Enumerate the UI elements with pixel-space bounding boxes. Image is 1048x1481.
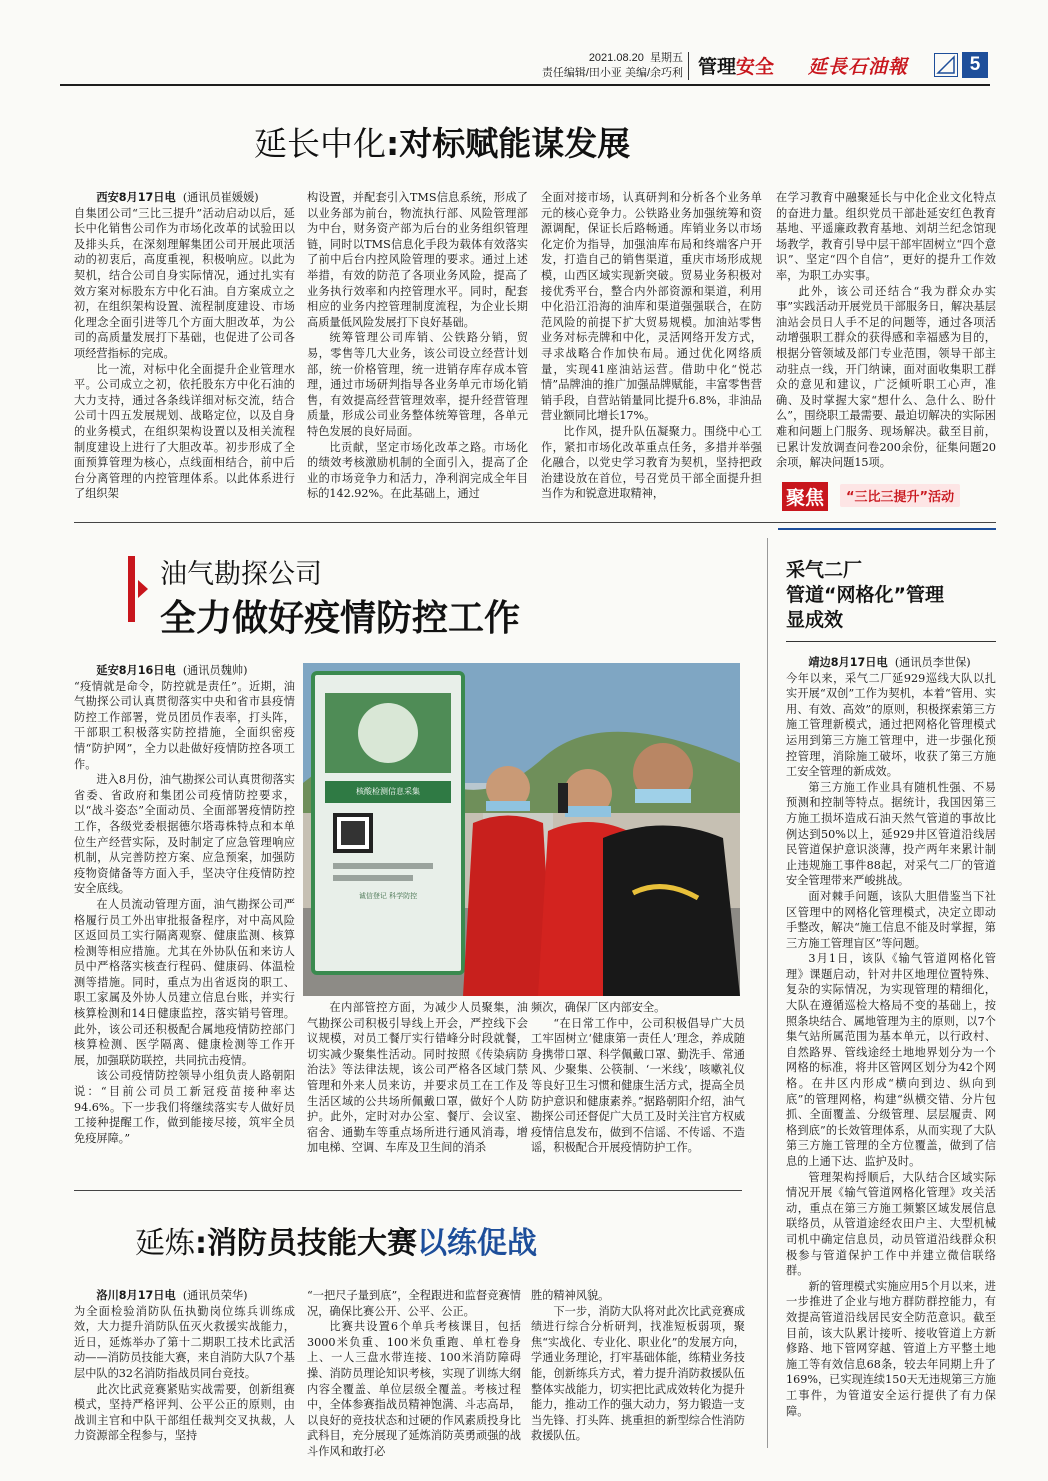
article3-title-c: 显成效 bbox=[786, 609, 844, 631]
news-photo bbox=[303, 663, 740, 996]
section-divider-1 bbox=[74, 522, 996, 523]
article1-reporter: (通讯员崔媛媛) bbox=[182, 191, 259, 204]
article1-para: 比作风，提升队伍凝聚力。围绕中心工作，紧扣市场化改革重点任务，多措并举强化融合，以党史学习教育为契机，坚持把政治建设放在首位，号召党员干部全面提升担当作为和锐意进取精神， bbox=[541, 424, 762, 501]
photo-scene-illustration bbox=[303, 663, 740, 996]
section-divider-2 bbox=[74, 1190, 742, 1191]
header-date-block bbox=[505, 51, 683, 81]
article2-reporter: (通讯员魏帅) bbox=[182, 664, 248, 677]
article1-column-1 bbox=[74, 190, 295, 514]
header-rule bbox=[60, 84, 990, 86]
article2-para: 进入8月份，油气勘探公司认真贯彻落实省委、省政府和集团公司疫情防控要求，以“战斗姿态”全面动员、全面部署疫情防控工作，各级党委根据德尔塔毒株特点和本单位生产经营实际，及时制定了应急管理响应机制，从完善防控方案、应急预案，加强防疫物资储备等方面入手，坚决守住疫情防控安全底线。 bbox=[74, 773, 295, 896]
article2-para: 该公司疫情防控领导小组负责人路朝阳说：“目前公司员工新冠疫苗接种率达94.6%。下一步我们将继续落实专人做好员工接种提醒工作，做到能接尽接，筑牢全员免疫屏障。” bbox=[74, 1069, 295, 1145]
article2-title-b: 全力做好疫情防控工作 bbox=[160, 598, 521, 639]
article1-para: 全面对接市场，认真研判和分析各个业务单元的核心竞争力。公铁路业务加强统筹和资源调配，保证长后路畅通。库销业务以市场化定价为指导，加强油库布局和终端客户开发，打造自己的销售渠道，重庆市场形成规模，山西区域实现新突破。贸易业务积极对接优秀平台，整合内外部资源和渠道，利用中化沿江沿海的油库和渠道强强联合，在防范风险的前提下扩大贸易规模。加油站零售业务对标壳牌和中化，灵活网络开发方式，寻求战略合作加快布局。通过优化网络质量，实现41座油站运营。借助中化“悦芯情”品牌油的推广加强品牌赋能，丰富零售营销手段，自营站销量同比提升6.8%，非油品营业额同比增长17%。 bbox=[541, 191, 762, 423]
article4-headline bbox=[135, 1218, 537, 1262]
article3-title-a: 采气二厂 bbox=[786, 559, 863, 581]
article4-column-3 bbox=[531, 1288, 745, 1448]
article4-title-c: 以练促战 bbox=[417, 1226, 537, 1261]
article4-para: “一把尺子量到底”，全程跟进和监督竞赛情况，确保比赛公开、公平、公正。 bbox=[307, 1289, 521, 1318]
article2-para: 频次，确保厂区内部安全。 bbox=[531, 1001, 666, 1014]
article4-title-b: 消防员技能大赛 bbox=[207, 1226, 417, 1261]
article4-column-1 bbox=[74, 1288, 295, 1448]
article3-para: 今年以来，采气二厂延929巡线大队以扎实开展“双创”工作为契机，本着“管用、实用、有效、高效”的原则，积极探索第三方施工管理新模式，通过把网格化管理模式运用到第三方施工管理中，进一步强化预控管理，消除施工破坏，收获了第三方施工安全管理的新成效。 bbox=[786, 671, 996, 779]
sidebar-divider bbox=[767, 538, 768, 1448]
page-number: 5 bbox=[962, 52, 988, 78]
article3-title-rule bbox=[786, 641, 996, 642]
article1-title-a: 延长中化 bbox=[254, 124, 386, 163]
focus-topic: “三比三提升”活动 bbox=[840, 484, 960, 507]
header-divider bbox=[688, 52, 689, 80]
article3-headline bbox=[786, 558, 996, 633]
article1-column-3 bbox=[541, 190, 762, 514]
article2-para: 在人员流动管理方面，油气勘探公司严格履行员工外出审批报备程序，对中高风险区返回员工实行隔离观察、健康监测、核算检测等相应措施。尤其在外协队伍和来访人员中严格落实核查行程码、健康码、体温检测等措施。同时，重点为出省返岗的职工、职工家属及外协人员建立信息台账，并实行核算检测和14日健康监控，落实销号管理。此外，该公司还积极配合属地疫情防控部门核算检测、医学隔离、健康检测等工作开展，加强联防联控，共同抗击疫情。 bbox=[74, 897, 295, 1067]
article3-reporter: (通讯员李世保) bbox=[894, 656, 971, 669]
article2-column-3 bbox=[531, 1000, 745, 1178]
issue-weekday: 星期五 bbox=[650, 52, 683, 64]
editors-line: 责任编辑/田小亚 美编/余巧利 bbox=[541, 67, 683, 79]
article2-column-1 bbox=[74, 663, 295, 1177]
article3-para: 第三方施工作业具有随机性强、不易预测和控制等特点。据统计，我国因第三方施工损坏造成石油天然气管道的事故比例达到50%以上，延929井区管道沿线居民管道保护意识淡薄，投产两年来累计制止违规施工事件88起，对采气二厂的管道安全管理带来严峻挑战。 bbox=[786, 780, 996, 888]
article4-title-sep: : bbox=[195, 1226, 207, 1261]
article2-dateline: 延安8月16日电 bbox=[96, 664, 176, 677]
photo-board-sub: 诚信登记 科学防控 bbox=[358, 892, 418, 900]
focus-label: 聚焦 bbox=[782, 482, 828, 511]
article4-para: 胜的精神风貌。 bbox=[531, 1289, 610, 1302]
article3-para: 面对棘手问题，该队大胆借鉴当下社区管理中的网格化管理模式，决定立即动手整改，解决“施工信息不能及时掌握，第三方施工管理盲区”等问题。 bbox=[786, 889, 996, 950]
issue-date: 2021.08.20 bbox=[588, 52, 644, 64]
article3-para: 管理架构捋顺后，大队结合区域实际情况开展《输气管道网格化管理》攻关活动，重点在第三方施工频繁区域发展信息联络员，从管道途经农田户主、大型机械司机中确定信息员，动员管道沿线群众积极参与管道保护工作中并建立微信联络群。 bbox=[786, 1170, 996, 1278]
photo-board-title: 核酸检测信息采集 bbox=[356, 787, 420, 796]
article1-para: 比贡献，坚定市场化改革之路。市场化的绩效考核激励机制的全面引入，提高了企业的市场竞争力和活力，净利润完成全年目标的142.92%。在此基础上，通过 bbox=[307, 440, 528, 501]
article2-para: 在内部管控方面，为减少人员聚集，油气勘探公司积极引导线上开会，严控线下会议规模，对员工餐厅实行错峰分时段就餐，切实减少聚集性活动。同时按照《传染病防治法》等法律法规，该公司严格各区域门禁管理和外来人员来访，并要求员工在工作及生活区域的公共场所佩戴口罩，做好个人防护。此外，定时对办公室、餐厅、会议室、宿舍、通勤车等重点场所进行通风消毒，增加电梯、空调、车库及卫生间的消杀 bbox=[307, 1001, 528, 1155]
article4-para: 下一步，消防大队将对此次比武竞赛成绩进行综合分析研判，找准短板弱项，聚焦“实战化、专业化、职业化”的发展方向，学通业务理论，打牢基础体能，练精业务技能，创新练兵方式，着力提升消防救援队伍整体实战能力，切实把比武成效转化为提升能力，推动工作的强大动力，努力锻造一支当先锋、打头阵、挑重担的新型综合性消防救援队伍。 bbox=[531, 1304, 745, 1443]
article1-column-4 bbox=[776, 190, 996, 470]
article2-para: “在日常工作中，公司积极倡导广大员工牢固树立‘健康第一责任人’理念，养成随身携带口罩、科学佩戴口罩、勤洗手、常通风、少聚集、公筷制、‘一米线’，咳嗽礼仪等良好卫生习惯和健康生活方式，提高全员防护意识和健康素养。”据路朝阳介绍，油气勘探公司还督促广大员工及时关注官方权威疫情信息发布，做到不信谣、不传谣、不造谣，积极配合开展疫情防护工作。 bbox=[531, 1016, 745, 1155]
article1-para: 在学习教育中融聚延长与中化企业文化特点的奋进力量。组织党员干部赴延安红色教育基地、平遥廉政教育基地、刘胡兰纪念馆现场教学，教育引导中层干部牢固树立“四个意识”、坚定“四个自信”，更好的提升工作效率，为职工办实事。 bbox=[776, 191, 996, 282]
article4-para: 为全面检验消防队伍执勤岗位练兵训练成效，大力提升消防队伍灭火救援实战能力，近日，延炼举办了第十二期职工技术比武活动——消防员技能大赛，来自消防大队7个基层中队的32名消防指战员同台竞技。 bbox=[74, 1304, 295, 1380]
article1-para: 自集团公司“三比三提升”活动启动以后，延长中化销售公司作为市场化改革的试验田以及排头兵，在深刻理解集团公司开展此项活动的初衷后，高度重视，积极响应。以此为契机，结合公司自身实际情况，通过扎实有效方案对标股东方中化石油。自方案成立之初，在组织架构设置、流程制度建设、市场化理念全面引进等几个方面大胆改革，为公司的高质量发展打下基础，也促进了公司各项经营指标的完成。 bbox=[74, 206, 295, 360]
article1-headline bbox=[254, 118, 630, 165]
article3-dateline: 靖边8月17日电 bbox=[808, 656, 888, 669]
article4-para: 比赛共设置6个单兵考核课目，包括3000米负重、100米负重跑、单杠卷身上、一人三盘水带连接、100米消防障碍操、消防员理论知识考核，实现了训练大纲内容全覆盖、单位层级全覆盖。考核过程中，全体参赛指战员精神饱满、斗志高昂，以良好的竞技状态和过硬的作风素质投身比武科目，充分展现了延炼消防英勇顽强的战斗作风和敢打必 bbox=[307, 1320, 521, 1458]
section-label-a: 管理 bbox=[698, 56, 737, 78]
article2-column-2 bbox=[307, 1000, 528, 1178]
article4-dateline: 洛川8月17日电 bbox=[96, 1289, 176, 1302]
article4-column-2 bbox=[307, 1288, 521, 1458]
article3-para: 3月1日，该队《输气管道网格化管理》课题启动，针对井区地理位置特殊、复杂的实际情况，为实现管理的精细化，大队在遵循巡检大格局不变的基础上，按照条块结合、属地管理为主的原则，以7个集气站所属范围为基本单元，以行政村、自然路界、管线途经土地地界划分为一个网格的标准，将井区管网区划分为42个网格。在井区内形成“横向到边、纵向到底”的管理网格，构建“纵横交错、分片包抓、全面覆盖、分级管理、层层履责、网格到底”的长效管理体系，从而实现了大队第三方施工管理的全方位覆盖，做到了信息的上通下达、监护及时。 bbox=[786, 952, 996, 1168]
article4-reporter: (通讯员荣华) bbox=[182, 1289, 248, 1302]
article1-para: 比一流，对标中化全面提升企业管理水平。公司成立之初，依托股东方中化石油的大力支持，通过各条线详细对标交流，结合公司十四五发展规划、战略定位，以及自身的业务模式，在组织架构设置以及相关流程制度建设上进行了大胆改革。初步形成了全面预算管理为核心，点线面相结合，前中后台分离管理的内控管理体系。以此体系进行了组织架 bbox=[74, 362, 295, 501]
article3-body bbox=[786, 655, 996, 1445]
article4-title-a: 延炼 bbox=[135, 1226, 195, 1261]
article2-para: “疫情就是命令，防控就是责任”。近期，油气勘探公司认真贯彻落实中央和省市县疫情防控工作部署，党员团员作表率，打头阵，干部职工积极落实防控措施，全面织密疫情“防护网”，全力以赴做好疫情防控各项工作。 bbox=[74, 679, 295, 771]
article1-title-sep: : bbox=[386, 124, 400, 163]
section-label bbox=[698, 52, 774, 79]
article1-column-2 bbox=[307, 190, 528, 514]
article2-title-marker bbox=[128, 556, 150, 622]
focus-banner bbox=[776, 480, 996, 510]
article1-para: 构设置，并配套引入TMS信息系统，形成了以业务部为前台，物流执行部、风险管理部为中台，财务资产部为后台的业务组织管理链，同时以TMS信息化手段为载体有效落实了前中后台内控风险管理的要求。通过上述举措，有效的防范了各项业务风险，提高了业务执行效率和内控管理水平。同时，配套相应的业务内控管理制度流程，为企业长期高质量低风险发展打下良好基础。 bbox=[307, 191, 528, 329]
page-corner-icon bbox=[934, 53, 958, 77]
article3-para: 新的管理模式实施应用5个月以来，进一步推进了企业与地方群防群控能力，有效提高管道沿线居民安全防范意识。截至目前，该大队累计接听、接收管道上方新修路、地下管网穿越、管道上方平整土地施工等有效信息68条，较去年同期上升了169%，已实现连续150天无违规第三方施工事件，为管道安全运行提供了有力保障。 bbox=[786, 1279, 996, 1418]
article1-title-b: 对标赋能谋发展 bbox=[399, 124, 631, 163]
article1-dateline: 西安8月17日电 bbox=[96, 191, 176, 204]
article3-title-b: 管道“网格化”管理 bbox=[786, 584, 944, 606]
article1-para: 统筹管理公司库销、公铁路分销，贸易，零售等几大业务，该公司设立经营计划部，统一价格管理，统一进销存库存成本管理，通过市场研判指导各业务单元市场化销售，有效提高经营管理效率，提升经营管理质量，形成公司业务整体统筹管理，各单元特色发展的良好局面。 bbox=[307, 331, 528, 438]
paper-masthead: 延長石油報 bbox=[808, 56, 909, 78]
article1-para: 此外，该公司还结合“我为群众办实事”实践活动开展党员干部服务日，解决基层油站会员日人手不足的问题等，通过各项活动增强职工群众的获得感和幸福感为目的，根据分管领域及部门专业范围，领导干部主动驻点一线，开门纳谏，面对面收集职工群众的意见和建议，广泛倾听职工心声，准确、及时掌握大家“想什么、急什么、盼什么”，围绕职工最需要、最迫切解决的实际困难和问题上门服务、现场解决。截至目前，已累计发放调查问卷200余份，征集问题20余项，解决问题15项。 bbox=[776, 284, 996, 470]
sidebar-top-rule bbox=[778, 528, 996, 530]
article4-para: 此次比武竞赛紧贴实战需要，创新组赛模式，坚持严格评判、公平公正的原则，由战训主官和中队干部组任裁判交叉执裁，人力资源部全程参与，坚持 bbox=[74, 1382, 295, 1443]
section-label-b: 安全 bbox=[736, 56, 775, 78]
article2-title-a: 油气勘探公司 bbox=[160, 559, 322, 590]
